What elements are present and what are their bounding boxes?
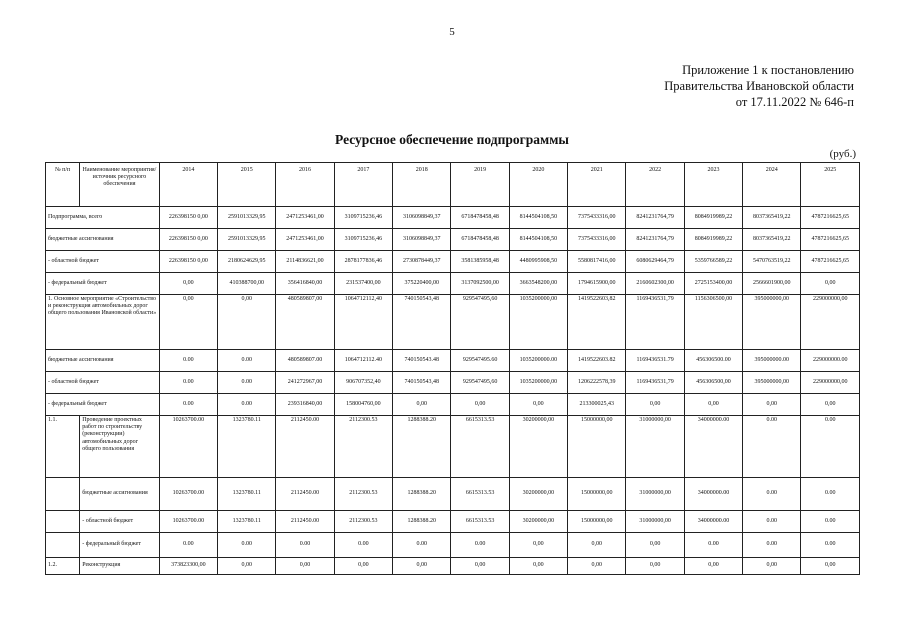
value-cell: 0,00 bbox=[393, 394, 451, 416]
value-cell: 2566601900,00 bbox=[743, 273, 801, 295]
value-cell: 0.00 bbox=[801, 511, 860, 533]
header-cell: № п/п bbox=[46, 163, 80, 207]
appendix-block bbox=[664, 62, 854, 110]
value-cell: 0,00 bbox=[684, 558, 742, 575]
value-cell: 7375433316,00 bbox=[568, 229, 626, 251]
value-cell: 34000000.00 bbox=[684, 478, 742, 511]
value-cell: 0.00 bbox=[684, 533, 742, 558]
value-cell: 5580817416,00 bbox=[568, 251, 626, 273]
value-cell: 158004760,00 bbox=[334, 394, 392, 416]
value-cell: 10263700.00 bbox=[159, 478, 217, 511]
value-cell: 8084919989,22 bbox=[684, 207, 742, 229]
value-cell: 2878177836,46 bbox=[334, 251, 392, 273]
value-cell: 456306500.00 bbox=[684, 350, 742, 372]
value-cell: 3581385958,48 bbox=[451, 251, 509, 273]
value-cell: 1169436531,79 bbox=[626, 295, 684, 350]
table-row bbox=[46, 207, 860, 229]
value-cell: 0.00 bbox=[743, 533, 801, 558]
value-cell: 34000000.00 bbox=[684, 416, 742, 478]
value-cell: 740150543.48 bbox=[393, 350, 451, 372]
table-row bbox=[46, 273, 860, 295]
value-cell: 2471253461,00 bbox=[276, 229, 334, 251]
value-cell: 0,00 bbox=[626, 558, 684, 575]
value-cell: 8144504108,50 bbox=[509, 207, 567, 229]
value-cell: 356416840,00 bbox=[276, 273, 334, 295]
value-cell: 226398150 0,00 bbox=[159, 229, 217, 251]
value-cell: 3106098849,37 bbox=[393, 207, 451, 229]
value-cell: 1323780.11 bbox=[218, 478, 276, 511]
appendix-line-2: Правительства Ивановской области bbox=[664, 79, 854, 93]
row-label-cell: 1. Основное мероприятие «Строительство и реконструкция автомобильных дорог общего пользования Ивановской области» bbox=[46, 295, 160, 350]
value-cell: 229000000,00 bbox=[801, 295, 860, 350]
value-cell: 1156306500,00 bbox=[684, 295, 742, 350]
value-cell: 0.00 bbox=[801, 533, 860, 558]
value-cell: 0.00 bbox=[218, 372, 276, 394]
value-cell: 4787216625,65 bbox=[801, 229, 860, 251]
value-cell: 226398150 0,00 bbox=[159, 207, 217, 229]
value-cell: 226398150 0,00 bbox=[159, 251, 217, 273]
row-number-cell: 1.2. bbox=[46, 558, 80, 575]
value-cell: 5470763519,22 bbox=[743, 251, 801, 273]
value-cell: 0.00 bbox=[334, 533, 392, 558]
value-cell: 10263700.00 bbox=[159, 416, 217, 478]
value-cell: 2591013329,95 bbox=[218, 207, 276, 229]
value-cell: 7375433316,00 bbox=[568, 207, 626, 229]
value-cell: 0,00 bbox=[218, 558, 276, 575]
value-cell: 456306500,00 bbox=[684, 372, 742, 394]
value-cell: 906707352,40 bbox=[334, 372, 392, 394]
table-row bbox=[46, 251, 860, 273]
value-cell: 30200000,00 bbox=[509, 478, 567, 511]
value-cell: 31000000,00 bbox=[626, 511, 684, 533]
value-cell: 8241231764,79 bbox=[626, 207, 684, 229]
value-cell: 0.00 bbox=[159, 350, 217, 372]
value-cell: 1323780.11 bbox=[218, 416, 276, 478]
value-cell: 0.00 bbox=[393, 533, 451, 558]
value-cell: 2725153400,00 bbox=[684, 273, 742, 295]
header-cell: 2018 bbox=[393, 163, 451, 207]
header-cell: 2022 bbox=[626, 163, 684, 207]
value-cell: 2112300.53 bbox=[334, 416, 392, 478]
value-cell: 0.00 bbox=[218, 350, 276, 372]
value-cell: 0,00 bbox=[159, 273, 217, 295]
row-label-cell: - федеральный бюджет bbox=[46, 394, 160, 416]
value-cell: 375220400,00 bbox=[393, 273, 451, 295]
value-cell: 0,00 bbox=[509, 394, 567, 416]
header-cell: 2014 bbox=[159, 163, 217, 207]
value-cell: 0.00 bbox=[801, 478, 860, 511]
header-cell: 2019 bbox=[451, 163, 509, 207]
value-cell: 0,00 bbox=[626, 533, 684, 558]
value-cell: 15000000,00 bbox=[568, 511, 626, 533]
page-number: 5 bbox=[449, 26, 455, 38]
row-number-cell: 1.1. bbox=[46, 416, 80, 478]
value-cell: 1064712112,40 bbox=[334, 295, 392, 350]
value-cell: 480589807.00 bbox=[276, 350, 334, 372]
value-cell: 6615313.53 bbox=[451, 511, 509, 533]
value-cell: 0,00 bbox=[334, 558, 392, 575]
value-cell: 8084919989,22 bbox=[684, 229, 742, 251]
value-cell: 8037365419,22 bbox=[743, 229, 801, 251]
value-cell: 1794615900,00 bbox=[568, 273, 626, 295]
value-cell: 3109715236,46 bbox=[334, 229, 392, 251]
value-cell: 6615313.53 bbox=[451, 478, 509, 511]
value-cell: 2112300.53 bbox=[334, 511, 392, 533]
header-cell: 2017 bbox=[334, 163, 392, 207]
row-label-cell: бюджетные ассигнования bbox=[80, 478, 159, 511]
value-cell: 1035200000,00 bbox=[509, 295, 567, 350]
row-label-cell: бюджетные ассигнования bbox=[46, 229, 160, 251]
row-label-cell: - федеральный бюджет bbox=[46, 273, 160, 295]
header-cell: 2025 bbox=[801, 163, 860, 207]
value-cell: 8241231764,79 bbox=[626, 229, 684, 251]
header-cell: 2023 bbox=[684, 163, 742, 207]
value-cell: 2160602300,00 bbox=[626, 273, 684, 295]
value-cell: 0,00 bbox=[451, 394, 509, 416]
value-cell: 2471253461,00 bbox=[276, 207, 334, 229]
value-cell: 30200000,00 bbox=[509, 511, 567, 533]
value-cell: 929547495.60 bbox=[451, 350, 509, 372]
value-cell: 1419522603,82 bbox=[568, 295, 626, 350]
value-cell: 2112300.53 bbox=[334, 478, 392, 511]
row-label-cell: Проведение проектных работ по строительству (реконструкции) автомобильных дорог общего пользования bbox=[80, 416, 159, 478]
value-cell: 3109715236,46 bbox=[334, 207, 392, 229]
value-cell: 1064712112.40 bbox=[334, 350, 392, 372]
value-cell: 2112450.00 bbox=[276, 511, 334, 533]
value-cell: 0.00 bbox=[159, 533, 217, 558]
value-cell: 6615313.53 bbox=[451, 416, 509, 478]
row-label-cell: - федеральный бюджет bbox=[80, 533, 159, 558]
value-cell: 0.00 bbox=[218, 533, 276, 558]
value-cell: 1206222578,39 bbox=[568, 372, 626, 394]
value-cell: 0,00 bbox=[451, 558, 509, 575]
value-cell: 2112450.00 bbox=[276, 478, 334, 511]
value-cell: 2112450.00 bbox=[276, 416, 334, 478]
value-cell: 31000000,00 bbox=[626, 478, 684, 511]
value-cell: 0.00 bbox=[451, 533, 509, 558]
table-row bbox=[46, 533, 860, 558]
value-cell: 0,00 bbox=[568, 558, 626, 575]
value-cell: 231537400,00 bbox=[334, 273, 392, 295]
table-row bbox=[46, 394, 860, 416]
value-cell: 229000000,00 bbox=[801, 372, 860, 394]
value-cell: 929547495,60 bbox=[451, 295, 509, 350]
value-cell: 2114836621,00 bbox=[276, 251, 334, 273]
header-cell: 2024 bbox=[743, 163, 801, 207]
value-cell: 1288388.20 bbox=[393, 478, 451, 511]
value-cell: 4787216625,65 bbox=[801, 207, 860, 229]
value-cell: 8037365419,22 bbox=[743, 207, 801, 229]
value-cell: 4787216625,65 bbox=[801, 251, 860, 273]
header-cell: 2015 bbox=[218, 163, 276, 207]
value-cell: 0,00 bbox=[509, 533, 567, 558]
value-cell: 480589807,00 bbox=[276, 295, 334, 350]
value-cell: 15000000,00 bbox=[568, 416, 626, 478]
row-number-cell bbox=[46, 478, 80, 511]
value-cell: 6718478458,48 bbox=[451, 207, 509, 229]
value-cell: 241272967,00 bbox=[276, 372, 334, 394]
value-cell: 2180624629,95 bbox=[218, 251, 276, 273]
appendix-line-1: Приложение 1 к постановлению bbox=[682, 63, 854, 77]
table-row bbox=[46, 372, 860, 394]
value-cell: 0,00 bbox=[743, 394, 801, 416]
table-row bbox=[46, 416, 860, 478]
value-cell: 213300025,43 bbox=[568, 394, 626, 416]
value-cell: 1419522603.82 bbox=[568, 350, 626, 372]
value-cell: 929547495,60 bbox=[451, 372, 509, 394]
value-cell: 0,00 bbox=[509, 558, 567, 575]
table-header-row bbox=[46, 163, 860, 207]
value-cell: 0,00 bbox=[393, 558, 451, 575]
value-cell: 0,00 bbox=[801, 394, 860, 416]
value-cell: 0.00 bbox=[743, 478, 801, 511]
value-cell: 3137092500,00 bbox=[451, 273, 509, 295]
value-cell: 10263700.00 bbox=[159, 511, 217, 533]
row-label-cell: Реконструкция bbox=[80, 558, 159, 575]
value-cell: 1288388.20 bbox=[393, 511, 451, 533]
table-row bbox=[46, 511, 860, 533]
value-cell: 0,00 bbox=[568, 533, 626, 558]
value-cell: 1169436531.79 bbox=[626, 350, 684, 372]
row-label-cell: бюджетные ассигнования bbox=[46, 350, 160, 372]
header-cell: 2016 bbox=[276, 163, 334, 207]
value-cell: 6718478458,48 bbox=[451, 229, 509, 251]
row-label-cell: Подпрограмма, всего bbox=[46, 207, 160, 229]
value-cell: 1035200000.00 bbox=[509, 350, 567, 372]
value-cell: 3106098849,37 bbox=[393, 229, 451, 251]
header-cell: 2021 bbox=[568, 163, 626, 207]
row-number-cell bbox=[46, 533, 80, 558]
header-cell: Наименование мероприятия/источник ресурсного обеспечения bbox=[80, 163, 159, 207]
value-cell: 1035200000,00 bbox=[509, 372, 567, 394]
value-cell: 229000000.00 bbox=[801, 350, 860, 372]
value-cell: 34000000.00 bbox=[684, 511, 742, 533]
budget-table bbox=[45, 162, 860, 575]
document-title: Ресурсное обеспечение подпрограммы bbox=[335, 132, 569, 147]
value-cell: 740150543,48 bbox=[393, 295, 451, 350]
value-cell: 4480995908,50 bbox=[509, 251, 567, 273]
value-cell: 0.00 bbox=[218, 394, 276, 416]
value-cell: 6080629464,79 bbox=[626, 251, 684, 273]
value-cell: 0.00 bbox=[743, 511, 801, 533]
value-cell: 395000000,00 bbox=[743, 372, 801, 394]
value-cell: 740150543,48 bbox=[393, 372, 451, 394]
value-cell: 31000000,00 bbox=[626, 416, 684, 478]
value-cell: 0.00 bbox=[276, 533, 334, 558]
table-row bbox=[46, 295, 860, 350]
value-cell: 0.00 bbox=[743, 416, 801, 478]
value-cell: 30200000,00 bbox=[509, 416, 567, 478]
value-cell: 0,00 bbox=[276, 558, 334, 575]
value-cell: 1288388.20 bbox=[393, 416, 451, 478]
value-cell: 0,00 bbox=[801, 558, 860, 575]
value-cell: 8144504108,50 bbox=[509, 229, 567, 251]
value-cell: 0,00 bbox=[218, 295, 276, 350]
appendix-line-3: от 17.11.2022 № 646-п bbox=[735, 95, 854, 109]
currency-unit: (руб.) bbox=[829, 148, 856, 160]
table-row bbox=[46, 558, 860, 575]
table-row bbox=[46, 350, 860, 372]
value-cell: 410388700,00 bbox=[218, 273, 276, 295]
value-cell: 2730878449,37 bbox=[393, 251, 451, 273]
value-cell: 15000000,00 bbox=[568, 478, 626, 511]
header-cell: 2020 bbox=[509, 163, 567, 207]
value-cell: 0.00 bbox=[159, 372, 217, 394]
value-cell: 3663548200,00 bbox=[509, 273, 567, 295]
value-cell: 0.00 bbox=[801, 416, 860, 478]
value-cell: 0.00 bbox=[159, 394, 217, 416]
value-cell: 395000000,00 bbox=[743, 295, 801, 350]
value-cell: 5359766589,22 bbox=[684, 251, 742, 273]
row-label-cell: - областной бюджет bbox=[80, 511, 159, 533]
value-cell: 0,00 bbox=[743, 558, 801, 575]
value-cell: 1169436531,79 bbox=[626, 372, 684, 394]
value-cell: 373823300,00 bbox=[159, 558, 217, 575]
value-cell: 395000000.00 bbox=[743, 350, 801, 372]
value-cell: 2591013329,95 bbox=[218, 229, 276, 251]
table-row bbox=[46, 229, 860, 251]
row-label-cell: - областной бюджет bbox=[46, 372, 160, 394]
value-cell: 0,00 bbox=[684, 394, 742, 416]
value-cell: 0,00 bbox=[159, 295, 217, 350]
value-cell: 0,00 bbox=[626, 394, 684, 416]
row-label-cell: - областной бюджет bbox=[46, 251, 160, 273]
value-cell: 1323780.11 bbox=[218, 511, 276, 533]
table-row bbox=[46, 478, 860, 511]
value-cell: 0,00 bbox=[801, 273, 860, 295]
row-number-cell bbox=[46, 511, 80, 533]
value-cell: 239316840,00 bbox=[276, 394, 334, 416]
